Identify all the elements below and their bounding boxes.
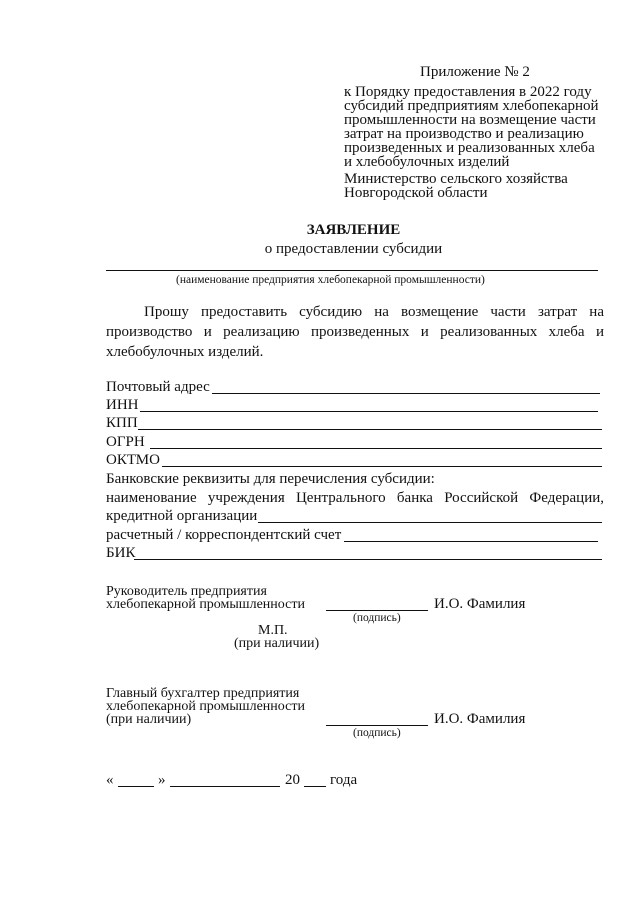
request-line: хлебобулочных изделий. <box>106 344 264 360</box>
date-open-quote: « <box>106 772 114 788</box>
oktmo-field[interactable] <box>162 466 602 467</box>
date-year-field[interactable] <box>304 786 326 787</box>
accountant-signature-caption: (подпись) <box>353 727 401 739</box>
inn-field[interactable] <box>140 411 598 412</box>
date-month-field[interactable] <box>170 786 280 787</box>
accountant-title-line: Главный бухгалтер предприятия <box>106 686 300 701</box>
kpp-field[interactable] <box>138 429 602 430</box>
head-title-line: Руководитель предприятия <box>106 584 267 599</box>
bank-details-label: Банковские реквизиты для перечисления субсидии: <box>106 471 435 487</box>
account-field[interactable] <box>344 541 598 542</box>
document-title: ЗАЯВЛЕНИЕ <box>306 222 401 238</box>
kpp-label: КПП <box>106 415 138 431</box>
head-title-line: хлебопекарной промышленности <box>106 597 305 612</box>
appendix-order-line: субсидий предприятиям хлебопекарной <box>344 98 599 114</box>
appendix-number: Приложение № 2 <box>420 64 530 80</box>
credit-org-label: кредитной организации <box>106 508 258 524</box>
ogrn-field[interactable] <box>150 448 602 449</box>
appendix-order-line: произведенных и реализованных хлеба <box>344 140 595 156</box>
stamp-label: М.П. <box>258 623 288 638</box>
accountant-name: И.О. Фамилия <box>434 711 526 727</box>
bik-label: БИК <box>106 545 136 561</box>
accountant-signature-field[interactable] <box>326 725 428 726</box>
oktmo-label: ОКТМО <box>106 452 160 468</box>
postal-address-label: Почтовый адрес <box>106 379 210 395</box>
ministry-line: Министерство сельского хозяйства <box>344 171 568 187</box>
enterprise-caption: (наименование предприятия хлебопекарной промышленности) <box>176 274 485 286</box>
bik-field[interactable] <box>134 559 602 560</box>
appendix-order-line: затрат на производство и реализацию <box>344 126 584 142</box>
inn-label: ИНН <box>106 397 139 413</box>
date-day-field[interactable] <box>118 786 154 787</box>
accountant-title-line: (при наличии) <box>106 712 192 727</box>
date-close-quote: » <box>158 772 166 788</box>
bank-name-label: наименование учреждения Центрального банка Российской Федерации, <box>106 490 604 506</box>
date-year-suffix: года <box>330 772 358 788</box>
accountant-title-line: хлебопекарной промышленности <box>106 699 305 714</box>
enterprise-name-line <box>106 270 598 271</box>
date-year-prefix: 20 <box>285 772 300 788</box>
head-signature-field[interactable] <box>326 610 428 611</box>
head-name: И.О. Фамилия <box>434 596 526 612</box>
request-line: производство и реализацию произведенных и реализованных хлеба и <box>106 324 604 340</box>
appendix-order-line: промышленности на возмещение части <box>344 112 596 128</box>
ogrn-label: ОГРН <box>106 434 145 450</box>
request-line: Прошу предоставить субсидию на возмещение части затрат на <box>144 304 604 320</box>
ministry-line: Новгородской области <box>344 185 488 201</box>
account-label: расчетный / корреспондентский счет <box>106 527 342 543</box>
document-subtitle: о предоставлении субсидии <box>264 241 443 257</box>
postal-address-field[interactable] <box>212 393 600 394</box>
stamp-note: (при наличии) <box>234 636 320 651</box>
appendix-order-line: и хлебобулочных изделий <box>344 154 510 170</box>
appendix-order-line: к Порядку предоставления в 2022 году <box>344 84 592 100</box>
head-signature-caption: (подпись) <box>353 612 401 624</box>
credit-org-field[interactable] <box>258 522 602 523</box>
